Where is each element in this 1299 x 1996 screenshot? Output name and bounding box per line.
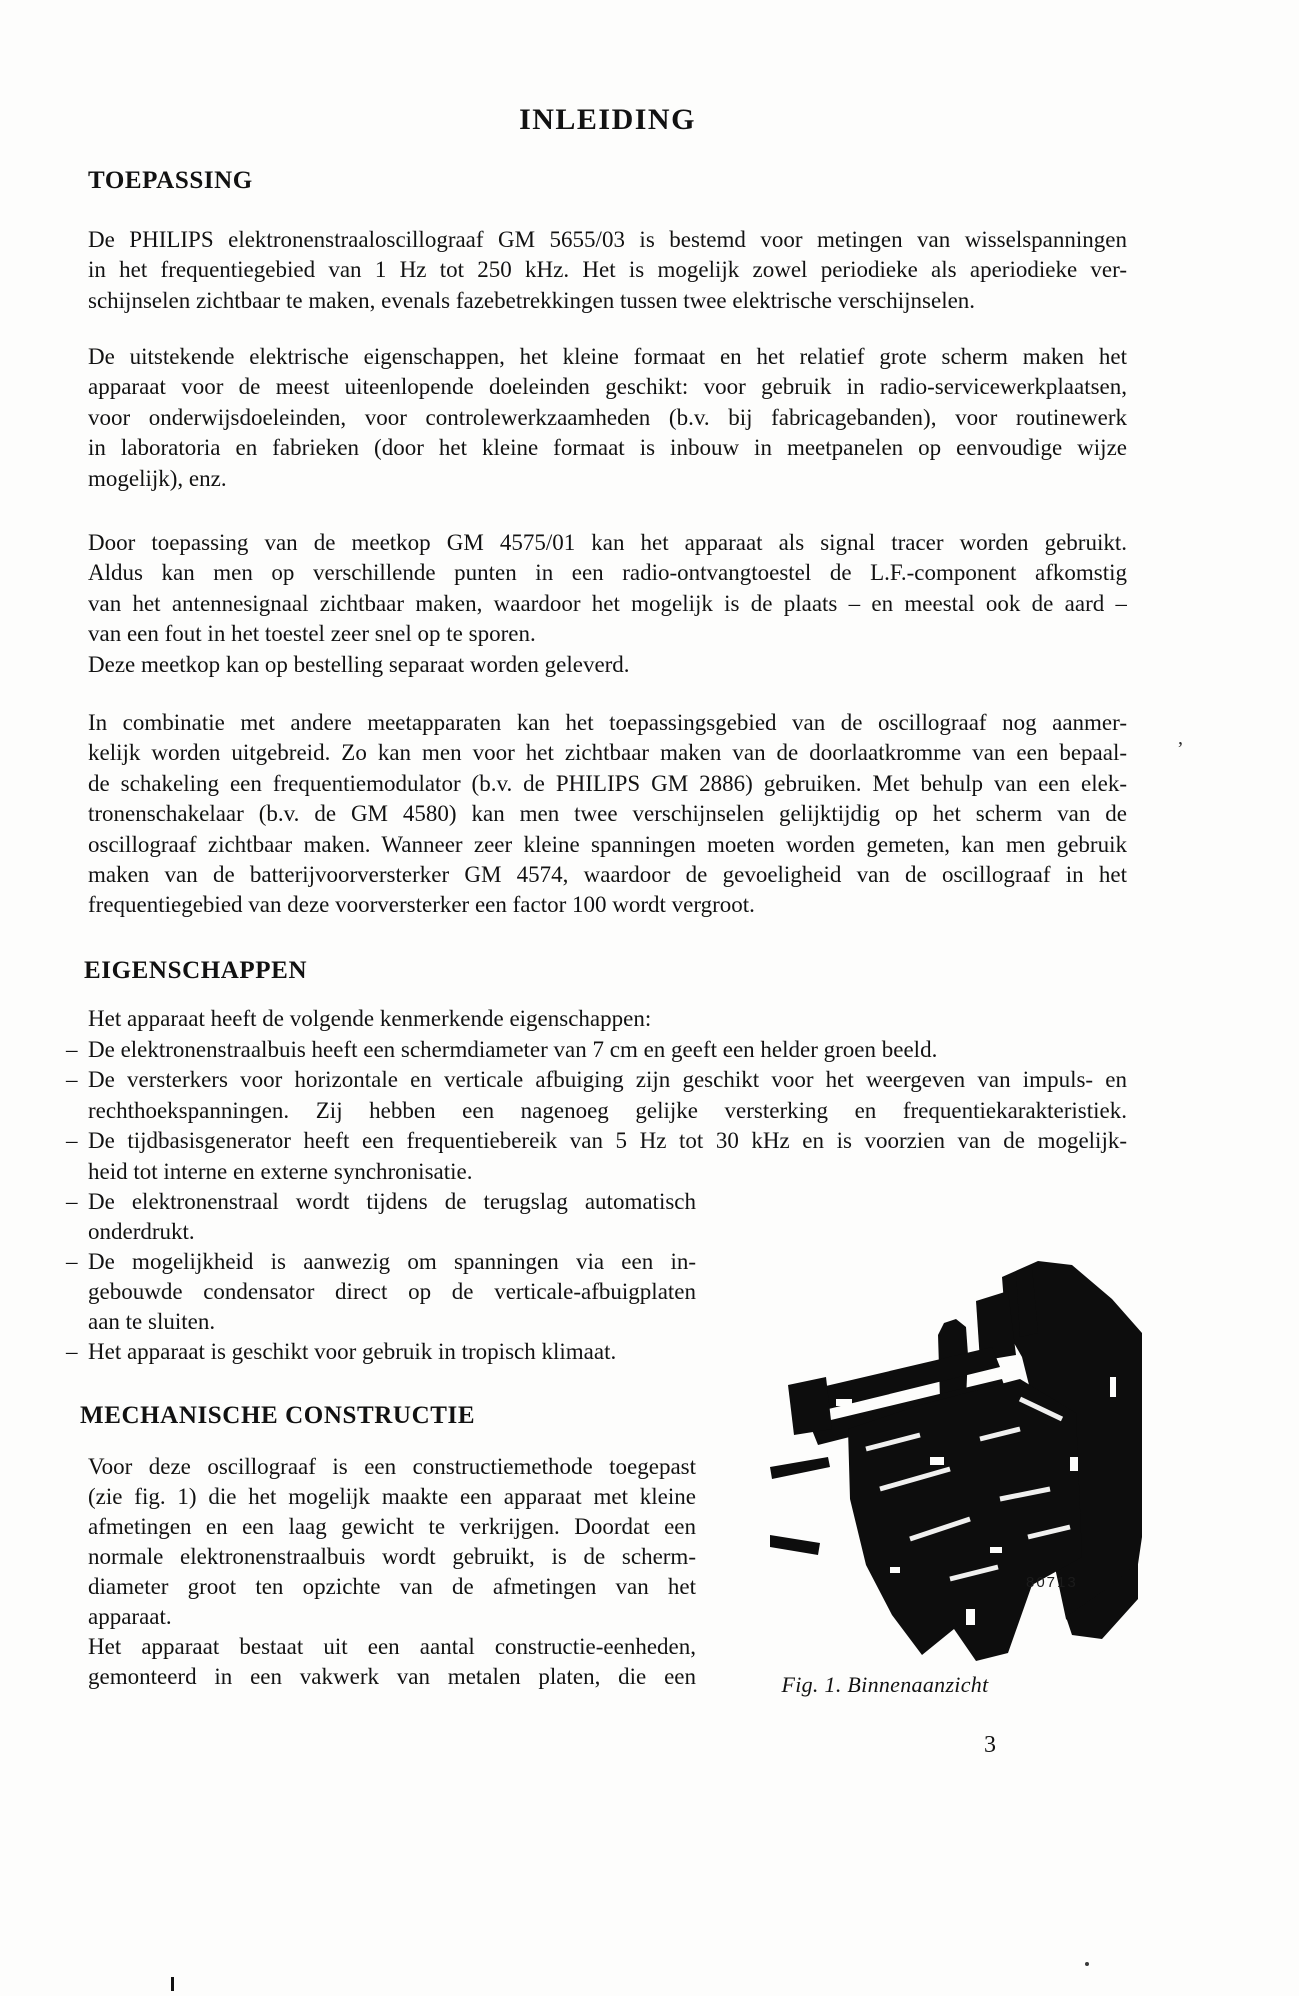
bullet-text (88, 1187, 696, 1247)
text-line: In combinatie met andere meetapparaten kan het toepassingsgebied van de oscillograaf nog aanmer- (88, 710, 1127, 735)
text-line: De PHILIPS elektronenstraaloscillograaf GM 5655/03 is bestemd voor metingen van wisselspanningen (88, 227, 1127, 252)
paragraph-application-4 (88, 708, 1127, 921)
text-line: apparaat. (88, 1604, 172, 1630)
paragraph-application-3 (88, 528, 1127, 680)
text-line: in laboratoria en fabrieken (door het kleine formaat is inbouw in meetpanelen op eenvoudige wijze (88, 435, 1127, 461)
section-heading-mechanische-constructie: MECHANISCHE CONSTRUCTIE (80, 1402, 476, 1429)
text-line: onderdrukt. (88, 1219, 195, 1245)
paragraph-application-2 (88, 342, 1127, 494)
text-line: maken van de batterijvoorversterker GM 4574, waardoor de gevoeligheid van de oscillograaf in het (88, 862, 1127, 888)
bullet-text (88, 1126, 1127, 1187)
bullet-dash-icon: – (66, 1128, 78, 1154)
bullet-item (66, 1126, 1127, 1187)
text-line: frequentiegebied van deze voorversterker een factor 100 wordt vergroot. (88, 892, 755, 918)
text-line: mogelijk), enz. (88, 465, 227, 491)
page-number: 3 (984, 1732, 996, 1758)
bullet-dash-icon: – (66, 1037, 78, 1062)
text-line: De uitstekende elektrische eigenschappen, het kleine formaat en het relatief grote scherm maken het (88, 344, 1127, 369)
text-line: De mogelijkheid is aanwezig om spanningen via een in- (88, 1249, 696, 1275)
bullet-item (66, 1065, 1127, 1126)
paragraph-construction-2 (88, 1632, 696, 1692)
figure-photo-internal-view (770, 1237, 1145, 1662)
text-line: heid tot interne en externe synchronisatie. (88, 1158, 473, 1184)
bullet-text (88, 1247, 696, 1337)
text-line: schijnselen zichtbaar te maken, evenals fazebetrekkingen tussen twee elektrische verschijnselen. (88, 287, 976, 313)
text-line: Het apparaat is geschikt voor gebruik in tropisch klimaat. (88, 1339, 617, 1365)
text-line: van het antennesignaal zichtbaar maken, waardoor het mogelijk is de plaats – en meestal ook de aard – (88, 590, 1127, 616)
figure-caption: Fig. 1. Binnenaanzicht (781, 1672, 989, 1697)
text-line: in het frequentiegebied van 1 Hz tot 250 kHz. Het is mogelijk zowel periodieke als aperiodieke ver- (88, 257, 1127, 283)
features-intro-line (88, 1004, 1127, 1034)
scan-artifact-dot (1085, 1962, 1089, 1966)
features-bullet-list-wide (66, 1035, 1127, 1187)
text-line: Voor deze oscillograaf is een constructiemethode toegepast (88, 1454, 696, 1479)
text-line: Het apparaat bestaat uit een aantal constructie-eenheden, (88, 1634, 696, 1659)
bullet-item (66, 1187, 696, 1247)
page-title: INLEIDING (519, 103, 696, 136)
oscilloscope-internals-photo (770, 1237, 1145, 1662)
scan-artifact-mark: , (1178, 727, 1183, 749)
bullet-dash-icon: – (66, 1339, 78, 1365)
text-line: Aldus kan men op verschillende punten in een radio-ontvangtoestel de L.F.-component afkomstig (88, 560, 1127, 586)
scan-artifact-tick (171, 1977, 174, 1991)
text-line: (zie fig. 1) die het mogelijk maakte een apparaat met kleine (88, 1484, 696, 1510)
bullet-dash-icon: – (66, 1067, 78, 1093)
bullet-dash-icon: – (66, 1189, 78, 1214)
text-line: tronenschakelaar (b.v. de GM 4580) kan men twee verschijnselen gelijktijdig op het scherm van de (88, 801, 1127, 827)
features-bullet-list-narrow (66, 1187, 696, 1368)
text-line: normale elektronenstraalbuis wordt gebruikt, is de scherm- (88, 1544, 696, 1570)
text-line: rechthoekspanningen. Zij hebben een nagenoeg gelijke versterking en frequentiekarakteristiek. (88, 1097, 1127, 1123)
text-line: aan te sluiten. (88, 1309, 216, 1335)
text-line: apparaat voor de meest uiteenlopende doeleinden geschikt: voor gebruik in radio-servicewerkplaatsen, (88, 374, 1127, 400)
text-line: De elektronenstraalbuis heeft een schermdiameter van 7 cm en geeft een helder groen beeld. (88, 1037, 938, 1062)
bullet-item (66, 1035, 1127, 1065)
text-line: afmetingen en een laag gewicht te verkrijgen. Doordat een (88, 1514, 696, 1540)
text-line: gemonteerd in een vakwerk van metalen platen, die een (88, 1664, 696, 1690)
text-line: oscillograaf zichtbaar maken. Wanneer zeer kleine spanningen moeten worden gemeten, kan men gebruik (88, 831, 1127, 857)
text-line: Het apparaat heeft de volgende kenmerkende eigenschappen: (88, 1006, 652, 1031)
text-line: Deze meetkop kan op bestelling separaat worden geleverd. (88, 651, 630, 677)
text-line: diameter groot ten opzichte van de afmetingen van het (88, 1574, 696, 1600)
photo-number-label: 80713 (1026, 1574, 1078, 1591)
text-line: De tijdbasisgenerator heeft een frequentiebereik van 5 Hz tot 30 kHz en is voorzien van de mogelijk- (88, 1128, 1127, 1154)
bullet-text (88, 1337, 696, 1367)
bullet-text (88, 1065, 1127, 1126)
paragraph-construction-1 (88, 1452, 696, 1633)
bullet-dash-icon: – (66, 1249, 78, 1275)
text-line: De elektronenstraal wordt tijdens de terugslag automatisch (88, 1189, 696, 1214)
paragraph-application-1 (88, 225, 1127, 316)
text-line: gebouwde condensator direct op de verticale-afbuigplaten (88, 1279, 696, 1305)
bullet-text (88, 1035, 1127, 1065)
bullet-item (66, 1337, 696, 1367)
section-heading-toepassing: TOEPASSING (88, 167, 253, 194)
text-line: Door toepassing van de meetkop GM 4575/01 kan het apparaat als signal tracer worden gebruikt. (88, 530, 1127, 555)
text-line: de schakeling een frequentiemodulator (b.v. de PHILIPS GM 2886) gebruiken. Met behulp van een elek- (88, 770, 1127, 796)
bullet-item (66, 1247, 696, 1337)
section-heading-eigenschappen: EIGENSCHAPPEN (84, 957, 308, 984)
text-line: De versterkers voor horizontale en verticale afbuiging zijn geschikt voor het weergeven van impuls- en (88, 1067, 1127, 1093)
text-line: kelijk worden uitgebreid. Zo kan men voor het zichtbaar maken van de doorlaatkromme van een bepaal- (88, 740, 1127, 766)
text-line: van een fout in het toestel zeer snel op te sporen. (88, 621, 536, 647)
text-line: voor onderwijsdoeleinden, voor controlewerkzaamheden (b.v. bij fabricagebanden), voor routinewerk (88, 404, 1127, 430)
